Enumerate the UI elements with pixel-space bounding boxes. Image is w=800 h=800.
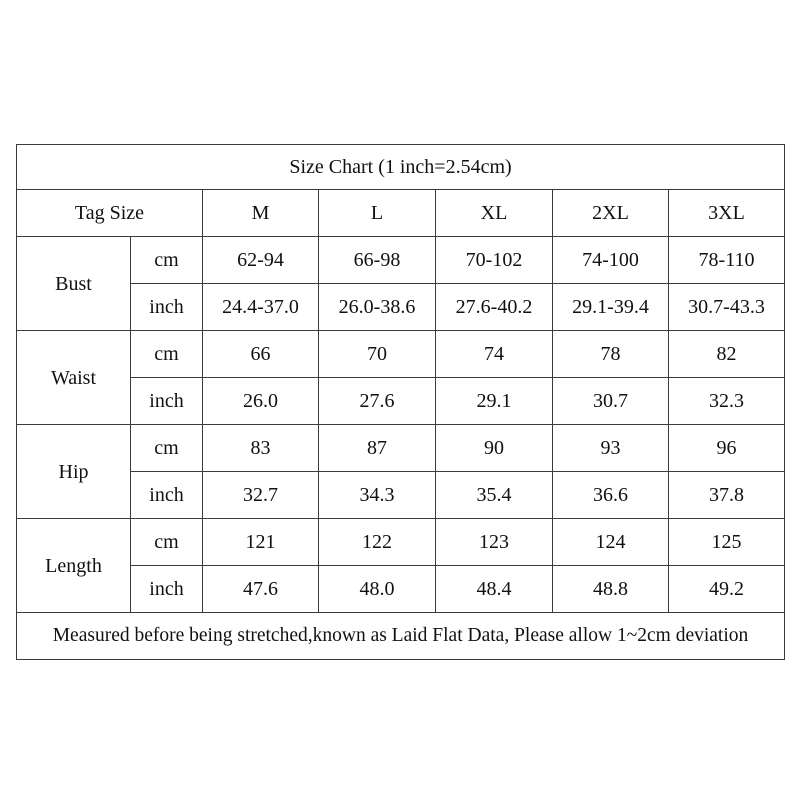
table-cell: 26.0-38.6 <box>319 284 436 331</box>
table-cell: 34.3 <box>319 472 436 519</box>
unit-label-inch: inch <box>131 378 203 425</box>
unit-label-cm: cm <box>131 331 203 378</box>
size-header: M <box>203 190 319 237</box>
table-cell: 124 <box>553 519 669 566</box>
table-cell: 30.7 <box>553 378 669 425</box>
unit-label-cm: cm <box>131 425 203 472</box>
table-cell: 49.2 <box>669 566 785 613</box>
size-header: XL <box>436 190 553 237</box>
table-cell: 36.6 <box>553 472 669 519</box>
table-cell: 125 <box>669 519 785 566</box>
table-cell: 90 <box>436 425 553 472</box>
unit-label-inch: inch <box>131 566 203 613</box>
table-cell: 27.6 <box>319 378 436 425</box>
table-cell: 123 <box>436 519 553 566</box>
metric-label-waist: Waist <box>17 331 131 425</box>
table-cell: 62-94 <box>203 237 319 284</box>
unit-label-inch: inch <box>131 284 203 331</box>
table-cell: 70-102 <box>436 237 553 284</box>
table-cell: 48.4 <box>436 566 553 613</box>
table-cell: 66 <box>203 331 319 378</box>
table-cell: 32.7 <box>203 472 319 519</box>
table-cell: 30.7-43.3 <box>669 284 785 331</box>
table-cell: 74 <box>436 331 553 378</box>
table-cell: 48.8 <box>553 566 669 613</box>
metric-label-length: Length <box>17 519 131 613</box>
table-cell: 96 <box>669 425 785 472</box>
unit-label-cm: cm <box>131 519 203 566</box>
metric-label-bust: Bust <box>17 237 131 331</box>
table-cell: 93 <box>553 425 669 472</box>
metric-label-hip: Hip <box>17 425 131 519</box>
unit-label-cm: cm <box>131 237 203 284</box>
table-cell: 32.3 <box>669 378 785 425</box>
table-cell: 122 <box>319 519 436 566</box>
table-cell: 82 <box>669 331 785 378</box>
table-cell: 70 <box>319 331 436 378</box>
table-cell: 37.8 <box>669 472 785 519</box>
table-cell: 87 <box>319 425 436 472</box>
table-cell: 24.4-37.0 <box>203 284 319 331</box>
table-cell: 83 <box>203 425 319 472</box>
table-cell: 78 <box>553 331 669 378</box>
unit-label-inch: inch <box>131 472 203 519</box>
chart-title: Size Chart (1 inch=2.54cm) <box>17 145 785 190</box>
size-chart-table <box>16 144 785 660</box>
table-cell: 47.6 <box>203 566 319 613</box>
size-header: 3XL <box>669 190 785 237</box>
table-cell: 78-110 <box>669 237 785 284</box>
table-cell: 35.4 <box>436 472 553 519</box>
tag-size-header: Tag Size <box>17 190 203 237</box>
table-cell: 29.1-39.4 <box>553 284 669 331</box>
table-cell: 48.0 <box>319 566 436 613</box>
measurement-note: Measured before being stretched,known as Laid Flat Data, Please allow 1~2cm deviation <box>17 613 785 660</box>
table-cell: 121 <box>203 519 319 566</box>
size-header: 2XL <box>553 190 669 237</box>
table-cell: 26.0 <box>203 378 319 425</box>
table-cell: 27.6-40.2 <box>436 284 553 331</box>
table-cell: 66-98 <box>319 237 436 284</box>
table-cell: 29.1 <box>436 378 553 425</box>
table-cell: 74-100 <box>553 237 669 284</box>
size-header: L <box>319 190 436 237</box>
